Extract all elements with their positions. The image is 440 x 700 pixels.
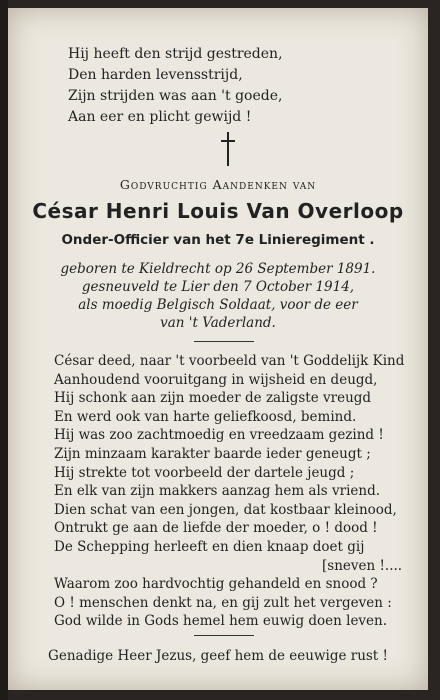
closing-prayer: Genadige Heer Jezus, geef hem de eeuwige rust ! xyxy=(48,648,388,664)
cross-icon xyxy=(221,132,235,166)
bio-line: gesneuveld te Lier den 7 October 1914, xyxy=(81,279,355,295)
poem-line: Hij heeft den strijd gestreden, xyxy=(68,46,283,62)
verse-line: Hij was zoo zachtmoedig en vreedzaam gezind ! xyxy=(54,427,384,444)
verse-line: O ! menschen denkt na, en gij zult het vergeven : xyxy=(54,594,392,611)
memorial-verse xyxy=(54,352,404,631)
memorial-card xyxy=(8,8,428,690)
bio-line: geboren te Kieldrecht op 26 September 1891. xyxy=(60,261,376,277)
verse-line: Hij schonk aan zijn moeder de zaligste vreugd xyxy=(54,390,372,407)
divider xyxy=(194,341,254,342)
military-rank: Onder-Officier van het 7e Linieregiment . xyxy=(61,232,375,248)
verse-line: Dien schat van een jongen, dat kostbaar kleinood, xyxy=(54,501,397,518)
verse-line: Hij strekte tot voorbeeld der dartele jeugd ; xyxy=(54,464,355,481)
verse-line: Aanhoudend vooruitgang in wijsheid en deugd, xyxy=(54,371,378,388)
card-subtitle: Godvruchtig Aandenken van xyxy=(119,177,317,192)
verse-line: De Schepping herleeft en dien knaap doet gij xyxy=(54,538,365,555)
poem-line: Aan eer en plicht gewijd ! xyxy=(68,109,252,125)
bio-line: als moedig Belgisch Soldaat, voor de eer xyxy=(78,297,358,313)
verse-line: En werd ook van harte geliefkoosd, bemind. xyxy=(54,408,357,425)
verse-line: Waarom zoo hardvochtig gehandeld en snood ? xyxy=(54,576,378,593)
verse-line: Zijn minzaam karakter baarde ieder geneugt ; xyxy=(54,445,371,462)
verse-line: César deed, naar 't voorbeeld van 't Goddelijk Kind xyxy=(54,353,405,369)
verse-line: [sneven !.... xyxy=(322,557,403,574)
opening-poem xyxy=(68,44,283,128)
poem-line: Den harden levensstrijd, xyxy=(68,67,243,83)
verse-line: God wilde in Gods hemel hem euwig doen leven. xyxy=(54,613,388,630)
bio-line: van 't Vaderland. xyxy=(160,315,276,331)
card-edge xyxy=(0,0,8,700)
verse-line: Ontrukt ge aan de liefde der moeder, o ! dood ! xyxy=(54,520,378,537)
deceased-name: César Henri Louis Van Overloop xyxy=(32,199,404,223)
poem-line: Zijn strijden was aan 't goede, xyxy=(68,88,283,104)
verse-line: En elk van zijn makkers aanzag hem als vriend. xyxy=(54,483,381,500)
divider xyxy=(194,635,254,636)
